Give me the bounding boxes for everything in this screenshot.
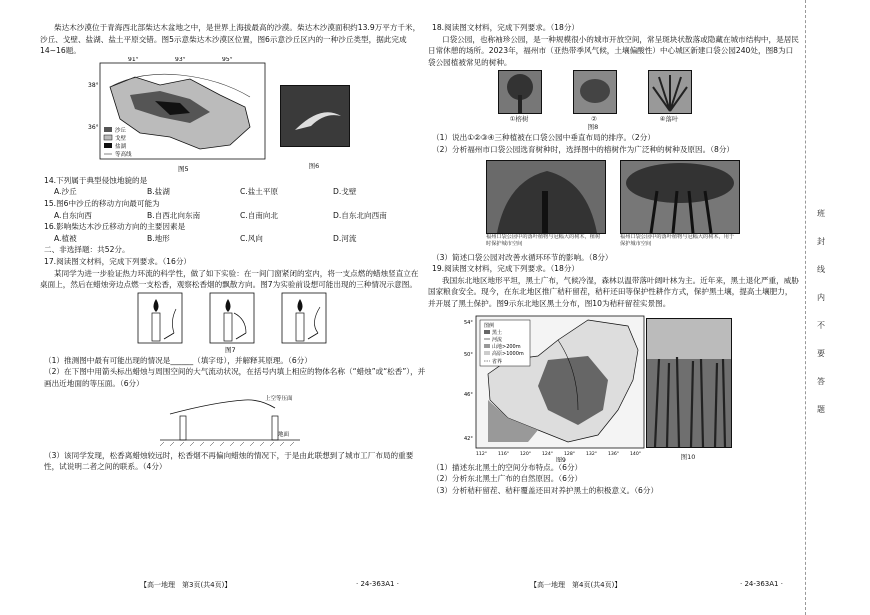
isobar-line: [170, 399, 275, 413]
svg-text:沙丘: 沙丘: [115, 127, 127, 134]
q18-text: 口袋公园，也称袖珍公园，是一种规模很小的城市开放空间，常呈斑块状散落或隐藏在城市结构中，是居民日常休憩的场所。2023年，福州市（亚热带季风气候，土壤偏酸性）中心城区新建口袋公园240处，图8为口袋公园植被常见的树种。: [428, 34, 799, 67]
q18-part2: （2）分析福州市口袋公园选育树种时，选择图中的榕树作为广泛种的树种及原因。（8分）: [432, 144, 735, 154]
q17-part3: （3）该同学发现，松香离蜡烛较远时，松香烟不再偏向蜡烛的情况下，于是由此联想到了城市工厂布局的重要性，试说明二者之间的联系。（4分）: [44, 450, 414, 472]
svg-text:91°: 91°: [128, 56, 139, 63]
isobar-diagram: [40, 390, 426, 450]
figure-5-6: [40, 57, 426, 175]
svg-text:图例: 图例: [484, 322, 495, 329]
q19-text: 我国东北地区地形平坦，黑土广布，气候冷湿，森林以温带落叶阔叶林为主。近年来，黑土退化严重，威胁国家粮食安全。现今，在东北地区推广秸秆留茬，秸秆还田等保护性耕作方式，保护黑土壤，提高土壤肥力，并开展了黑土保护。图9示东北地区黑土分布，图10为秸秆留茬实景图。: [428, 275, 799, 308]
candle-panel-a: [138, 293, 182, 343]
candle-panel-b: [210, 293, 254, 343]
svg-text:38°: 38°: [88, 81, 99, 89]
svg-text:高原>1000m: 高原>1000m: [492, 350, 524, 357]
svg-text:124°: 124°: [542, 451, 554, 457]
svg-text:50°: 50°: [464, 351, 473, 358]
svg-text:132°: 132°: [586, 451, 598, 457]
q19-part1: （1）描述东北黑土的空间分布特点。（6分）: [432, 462, 583, 472]
figure-9-map: [428, 310, 800, 462]
candle-panel-c: [282, 293, 326, 343]
q19-part3: （3）分析秸秆留茬、秸秆覆盖还田对养护黑土的积极意义。（6分）: [432, 485, 659, 495]
q16-option-c[interactable]: C.风向: [240, 233, 263, 243]
svg-text:140°: 140°: [630, 451, 642, 457]
q14-option-a[interactable]: A.沙丘: [54, 187, 77, 197]
park-photo-1: [486, 160, 606, 234]
fig10-caption: 图10: [680, 452, 696, 461]
svg-text:地面: 地面: [278, 431, 290, 438]
q17-part2: （2）在下图中用箭头标出蜡烛与周围空间的大气流动状况，在括号内填上相应的物体名称（“蜡烛”或“松香”），并画出近地面的等压面。（6分）: [44, 367, 426, 388]
fig8-caption: 图8: [587, 123, 599, 132]
figure-5-map: [40, 57, 426, 175]
q16-option-b[interactable]: B.地形: [147, 233, 170, 243]
stubble-photo: [646, 318, 732, 448]
svg-text:戈壁: 戈壁: [115, 135, 127, 142]
q16-option-a[interactable]: A.植被: [54, 233, 77, 243]
svg-text:图9: 图9: [556, 456, 566, 462]
svg-text:54°: 54°: [464, 319, 473, 326]
svg-text:等高线: 等高线: [115, 151, 132, 158]
binding-line: [805, 0, 806, 615]
tree-photo-2: [573, 70, 617, 114]
svg-text:图7: 图7: [225, 345, 236, 354]
footer-left: 【高一地理 第3页(共4页)】: [140, 581, 232, 589]
q14-option-c[interactable]: C.盐土平原: [240, 187, 279, 197]
svg-text:136°: 136°: [608, 451, 620, 457]
fig8-label-1: ①榕树: [509, 115, 529, 124]
q15-option-d[interactable]: D.自东北向西南: [333, 210, 387, 220]
q17-heading: 17.阅读图文材料，完成下列要求。（16分）: [44, 256, 192, 266]
q16-options: [40, 233, 426, 245]
svg-text:112°: 112°: [476, 451, 488, 457]
svg-text:图5: 图5: [178, 164, 189, 173]
q19-part2: （2）分析东北黑土广布的自然原因。（6分）: [432, 474, 583, 484]
q15-stem: 15.图6中沙丘的移动方向最可能为: [44, 198, 160, 208]
svg-text:盐湖: 盐湖: [115, 143, 127, 150]
svg-text:河流: 河流: [492, 336, 503, 343]
binding-strip-text: 班 封 线 内 不 要 答 题: [817, 209, 825, 414]
q17-part1: （1）推测图中最有可能出现的情况是______（填字母），并解释其原理。（6分）: [44, 355, 312, 365]
footer-code-left: · 24-363A1 ·: [356, 580, 399, 588]
figure-7: [40, 291, 426, 355]
svg-text:黑土: 黑土: [492, 329, 503, 336]
dune-photo: [280, 85, 350, 147]
figure-9-10: [428, 310, 800, 462]
figure-8: [428, 68, 800, 132]
q16-stem: 16.影响柴达木沙丘移动方向的主要因素是: [44, 222, 186, 232]
q15-options: [40, 210, 426, 222]
park-photos: [428, 156, 800, 252]
q14-stem: 14.下列属于典型侵蚀地貌的是: [44, 175, 148, 185]
svg-text:46°: 46°: [464, 391, 473, 398]
q17-text: 某同学为进一步验证热力环流的科学性，做了如下实验：在一间门窗紧闭的室内，将一支点燃的蜡烛竖直立在桌面上，然后在蜡烛旁边点燃一支松香，观察松香烟的飘散方向。图7为实验前设想可能出现的三种情况示意图。: [40, 268, 419, 290]
q15-option-b[interactable]: B.自西北向东南: [147, 210, 201, 220]
svg-text:36°: 36°: [88, 123, 99, 131]
q14-option-b[interactable]: B.盐湖: [147, 187, 170, 197]
blank-left[interactable]: [180, 416, 186, 440]
q18-part1: （1）说出①②③④三种植被在口袋公园中垂直布局的排序。（2分）: [432, 133, 655, 143]
fig8-label-3: ④落叶: [659, 115, 679, 124]
intro-text: 柴达木沙漠位于青海西北部柴达木盆地之中，是世界上海拔最高的沙漠。柴达木沙漠面积约13.9万平方千米，沙丘、戈壁、盐湖、盐土平原交错。图5示意柴达木沙漠区位置，图6示意沙丘区内的一种沙丘类型，据此完成14~16题。: [40, 23, 421, 56]
q15-option-a[interactable]: A.自东向西: [54, 210, 92, 220]
svg-text:120°: 120°: [520, 451, 532, 457]
svg-text:42°: 42°: [464, 435, 473, 442]
svg-text:95°: 95°: [222, 56, 233, 63]
right-column: [428, 22, 800, 496]
q15-option-c[interactable]: C.自南向北: [240, 210, 279, 220]
svg-text:128°: 128°: [564, 451, 576, 457]
svg-text:上空等压面: 上空等压面: [265, 395, 293, 402]
footer-code-right: · 24-363A1 ·: [740, 580, 783, 588]
fig6-caption: 图6: [308, 161, 320, 170]
q16-option-d[interactable]: D.河流: [333, 233, 357, 243]
park-photo-2: [620, 160, 740, 234]
q14-option-d[interactable]: D.戈壁: [333, 187, 357, 197]
tree-photo-1: [498, 70, 542, 114]
left-column: [40, 22, 426, 473]
legend-swatch: [104, 127, 112, 132]
q14-options: [40, 186, 426, 198]
q18-part3: （3）简述口袋公园对改善水循环环节的影响。（8分）: [432, 252, 613, 262]
fig8-label-2: ②: [591, 115, 597, 124]
park-photo-1-caption: 福州口袋公园中的落叶植物与冠幅大的树木，植树时保护城市空间: [486, 233, 601, 247]
svg-text:省界: 省界: [492, 358, 503, 365]
park-photo-2-caption: 福州口袋公园中的落叶植物与冠幅大的树木，用于保护城市空间: [620, 233, 735, 247]
q18-heading: 18.阅读图文材料，完成下列要求。（18分）: [432, 23, 580, 32]
section-heading: 二、非选择题：共52分。: [44, 245, 130, 255]
q19-heading: 19.阅读图文材料，完成下列要求。（18分）: [432, 264, 580, 274]
tree-photo-3: [648, 70, 692, 114]
svg-text:116°: 116°: [498, 451, 510, 457]
footer-right: 【高一地理 第4页(共4页)】: [530, 581, 622, 589]
svg-text:山地>200m: 山地>200m: [492, 343, 521, 350]
svg-text:93°: 93°: [175, 56, 186, 63]
